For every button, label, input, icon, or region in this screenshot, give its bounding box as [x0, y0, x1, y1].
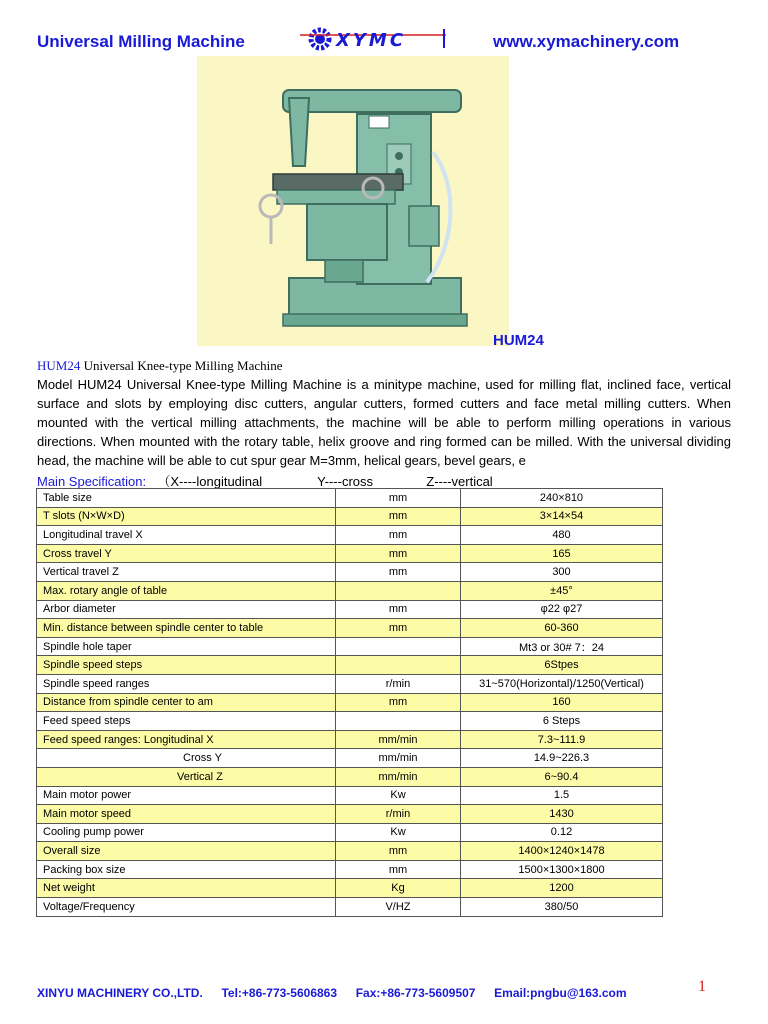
spec-unit: mm [336, 489, 461, 508]
spec-name: Main motor speed [37, 805, 336, 824]
spec-unit: Kg [336, 879, 461, 898]
spec-value: 6Stpes [461, 656, 663, 675]
spec-header-z: Z----vertical [426, 474, 493, 489]
subtitle-text: Universal Knee-type Milling Machine [80, 358, 283, 373]
spec-unit: mm/min [336, 749, 461, 768]
spec-value: 380/50 [461, 898, 663, 917]
table-row [37, 637, 663, 656]
spec-unit: mm [336, 619, 461, 638]
spec-value: 1200 [461, 879, 663, 898]
spec-unit: mm/min [336, 730, 461, 749]
table-row [37, 823, 663, 842]
spec-name: Main motor power [37, 786, 336, 805]
spec-name: Min. distance between spindle center to table [37, 619, 336, 638]
spec-unit [336, 712, 461, 731]
spec-unit: V/HZ [336, 898, 461, 917]
spec-name: Longitudinal travel X [37, 526, 336, 545]
spec-header-y: Y----cross [317, 474, 374, 489]
milling-machine-illustration [197, 56, 509, 346]
table-row [37, 786, 663, 805]
footer-company: XINYU MACHINERY CO.,LTD. [37, 986, 203, 1000]
table-row [37, 581, 663, 600]
spec-value: 300 [461, 563, 663, 582]
spec-value: 6~90.4 [461, 767, 663, 786]
spec-value: 7.3~111.9 [461, 730, 663, 749]
spec-header-x: （X----longitudinal [157, 474, 263, 489]
table-row [37, 489, 663, 508]
spec-unit: Kw [336, 786, 461, 805]
xymc-logo [298, 26, 448, 52]
svg-text:XYMC: XYMC [336, 30, 407, 51]
spec-name: Vertical Z [37, 767, 336, 786]
website-url[interactable]: www.xymachinery.com [493, 32, 680, 51]
spec-name: Arbor diameter [37, 600, 336, 619]
spec-name: Table size [37, 489, 336, 508]
spec-name: T slots (N×W×D) [37, 507, 336, 526]
spec-unit: mm [336, 563, 461, 582]
table-row [37, 544, 663, 563]
spec-header-label: Main Specification: [37, 474, 147, 489]
spec-value: 3×14×54 [461, 507, 663, 526]
spec-name: Cooling pump power [37, 823, 336, 842]
table-row [37, 563, 663, 582]
table-row [37, 674, 663, 693]
spec-unit [336, 581, 461, 600]
document-title: Universal Milling Machine [37, 32, 245, 51]
table-row [37, 860, 663, 879]
spec-value: 165 [461, 544, 663, 563]
spec-name: Cross travel Y [37, 544, 336, 563]
table-row [37, 712, 663, 731]
spec-unit: mm [336, 507, 461, 526]
gear-icon [311, 30, 329, 48]
spec-unit: mm [336, 842, 461, 861]
spec-unit: r/min [336, 674, 461, 693]
spec-unit [336, 656, 461, 675]
spec-name: Voltage/Frequency [37, 898, 336, 917]
table-row [37, 898, 663, 917]
spec-name: Feed speed ranges: Longitudinal X [37, 730, 336, 749]
spec-value: Mt3 or 30# 7：24 [461, 637, 663, 656]
spec-value: 240×810 [461, 489, 663, 508]
table-row [37, 879, 663, 898]
table-row [37, 805, 663, 824]
spec-value: 6 Steps [461, 712, 663, 731]
spec-unit: Kw [336, 823, 461, 842]
spec-name: Spindle speed ranges [37, 674, 336, 693]
spec-value: 1430 [461, 805, 663, 824]
spec-name: Max. rotary angle of table [37, 581, 336, 600]
table-row [37, 749, 663, 768]
spec-value: 1500×1300×1800 [461, 860, 663, 879]
spec-value: 1.5 [461, 786, 663, 805]
spec-name: Spindle hole taper [37, 637, 336, 656]
spec-unit: mm [336, 544, 461, 563]
footer-fax: Fax:+86-773-5609507 [355, 986, 476, 1000]
spec-name: Distance from spindle center to am [37, 693, 336, 712]
spec-name: Net weight [37, 879, 336, 898]
page-number: 1 [698, 978, 706, 995]
spec-value: ±45° [461, 581, 663, 600]
table-row [37, 656, 663, 675]
table-row [37, 767, 663, 786]
spec-unit: mm/min [336, 767, 461, 786]
spec-unit: mm [336, 526, 461, 545]
spec-name: Packing box size [37, 860, 336, 879]
spec-unit: mm [336, 860, 461, 879]
spec-value: 160 [461, 693, 663, 712]
spec-unit: mm [336, 693, 461, 712]
spec-unit [336, 637, 461, 656]
table-row [37, 507, 663, 526]
spec-unit: r/min [336, 805, 461, 824]
spec-name: Spindle speed steps [37, 656, 336, 675]
spec-value: 14.9~226.3 [461, 749, 663, 768]
spec-name: Overall size [37, 842, 336, 861]
table-row [37, 600, 663, 619]
spec-value: 31~570(Horizontal)/1250(Vertical) [461, 674, 663, 693]
spec-name: Vertical travel Z [37, 563, 336, 582]
model-label: HUM24 [493, 332, 544, 349]
subtitle-model: HUM24 [37, 358, 81, 373]
table-row [37, 526, 663, 545]
product-photo [197, 56, 509, 346]
spec-value: φ22 φ27 [461, 600, 663, 619]
product-subtitle [37, 358, 283, 374]
table-row [37, 730, 663, 749]
table-row [37, 693, 663, 712]
footer-email[interactable]: Email:pngbu@163.com [494, 986, 627, 1000]
spec-value: 480 [461, 526, 663, 545]
footer-tel: Tel:+86-773-5606863 [221, 986, 338, 1000]
spec-value: 1400×1240×1478 [461, 842, 663, 861]
table-row [37, 619, 663, 638]
table-row [37, 842, 663, 861]
spec-name: Feed speed steps [37, 712, 336, 731]
spec-value: 0.12 [461, 823, 663, 842]
spec-value: 60-360 [461, 619, 663, 638]
product-description: Model HUM24 Universal Knee-type Milling Machine is a minitype machine, used for milling flat, inclined face, vertical surface and slots by employing disc cutters, angular cutters, formed cutters and face metal milling cutters. When mounted with the vertical milling attachments, the machine will be able to perform milling operations in various directions. When mounted with the rotary table, helix groove and ring formed can be milled. With the universal dividing head, the machine will be able to cut spur gear M=3mm, helical gears, bevel gears, e [37, 377, 731, 468]
spec-name: Cross Y [37, 749, 336, 768]
specification-table [36, 488, 663, 917]
footer-contact [37, 986, 627, 1000]
spec-unit: mm [336, 600, 461, 619]
